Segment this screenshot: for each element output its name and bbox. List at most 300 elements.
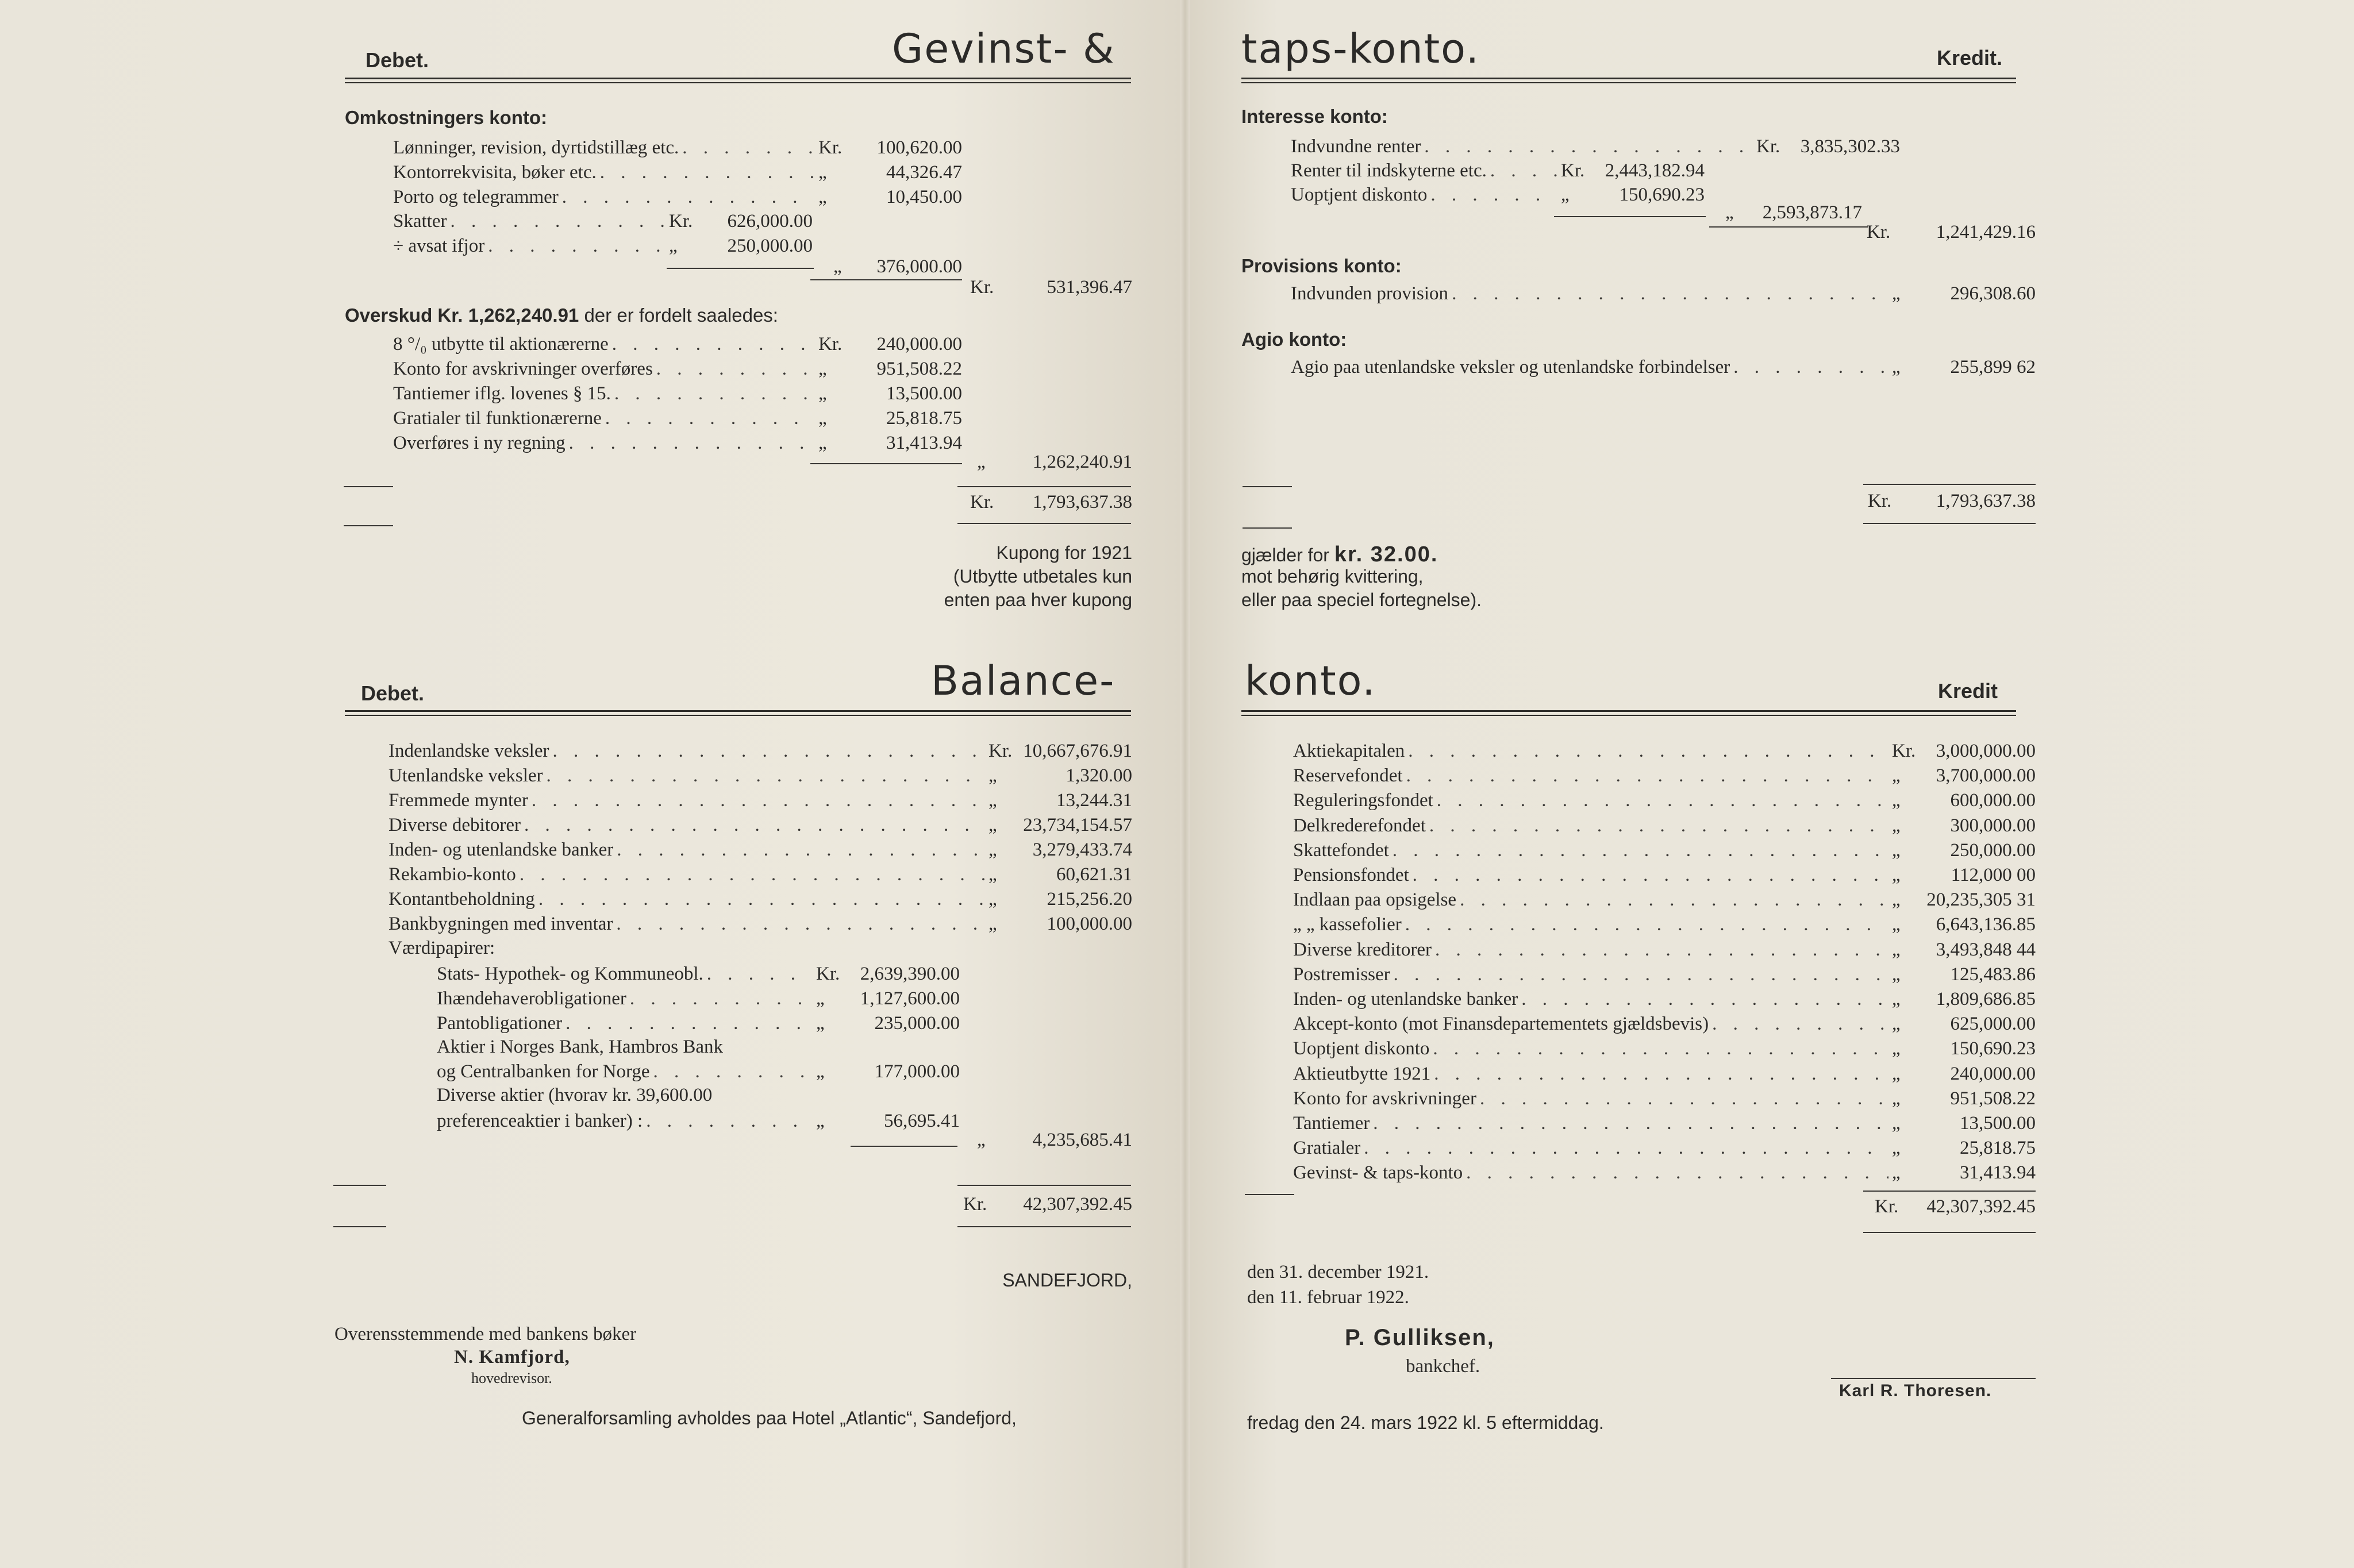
- aktiva-amount: 215,256.20: [1047, 889, 1132, 910]
- bal-right-total-rule-top: [1863, 1191, 2036, 1192]
- omkostning-amount: 100,620.00: [876, 137, 962, 158]
- vaerdi-total-currency: „: [977, 1130, 986, 1150]
- aktiva-label: Utenlandske veksler: [389, 765, 543, 786]
- fordeling-row: [393, 406, 962, 430]
- leader-dots: [617, 838, 985, 862]
- passiva-currency: „: [1892, 1038, 1901, 1060]
- omkostning-label: Lønninger, revision, dyrtidstillæg etc.: [393, 137, 679, 158]
- passiva-label: Gevinst- & taps-konto: [1293, 1162, 1463, 1184]
- passiva-currency: „: [1892, 1138, 1901, 1159]
- leader-dots: [1433, 1037, 1888, 1061]
- vaerdipapir-amount: 1,127,600.00: [860, 988, 960, 1009]
- fordeling-row: [393, 357, 962, 381]
- kvittering-line: mot behørig kvittering,: [1241, 566, 1424, 587]
- passiva-label: Aktiekapitalen: [1293, 741, 1405, 761]
- leader-dots: [630, 987, 813, 1011]
- passiva-row: [1293, 1087, 2036, 1111]
- passiva-amount: 951,508.22: [1950, 1088, 2036, 1109]
- aktiva-currency: „: [988, 839, 997, 860]
- vaerdipapirer-title: Værdipapirer:: [389, 938, 495, 958]
- omkostning-currency: „: [818, 162, 827, 183]
- vaerdi-total-amount: 4,235,685.41: [1032, 1130, 1132, 1150]
- kupong-line-3: enten paa hver kupong: [944, 590, 1132, 610]
- leader-dots: [612, 332, 815, 356]
- skatter-row: [393, 209, 813, 233]
- passiva-label: „ „ kassefolier: [1293, 914, 1402, 935]
- renter-label: Renter til indskyterne etc.: [1291, 160, 1487, 181]
- provisions-title: Provisions konto:: [1241, 255, 1402, 276]
- passiva-label: Reservefondet: [1293, 765, 1403, 787]
- hovedrevisor-text: hovedrevisor.: [471, 1370, 552, 1386]
- leader-dots: [1460, 888, 1888, 912]
- gjaelder-text: gjælder for: [1241, 545, 1334, 565]
- balance-header-rule: [345, 710, 1131, 716]
- fordeling-row: [393, 382, 962, 406]
- fordeling-currency: „: [818, 408, 827, 429]
- provision-amount: 296,308.60: [1950, 283, 2036, 304]
- leader-dots: [1521, 987, 1888, 1011]
- aktier-label: og Centralbanken for Norge: [437, 1061, 650, 1082]
- fordeling-row: [393, 431, 962, 455]
- aktiva-amount: 60,621.31: [1056, 864, 1132, 885]
- passiva-row: [1293, 987, 2036, 1011]
- passiva-label: Gratialer: [1293, 1138, 1361, 1159]
- right-total-rule-top: [1863, 484, 2036, 485]
- aktiva-label: Bankbygningen med inventar: [389, 914, 613, 934]
- aktiva-label: Kontantbeholdning: [389, 889, 535, 910]
- aktiva-amount: 1,320.00: [1066, 765, 1132, 786]
- renter-amount: 2,443,182.94: [1605, 160, 1705, 181]
- skatter-currency: Kr.: [669, 211, 693, 232]
- provision-label: Indvunden provision: [1291, 283, 1449, 304]
- fordeling-total-currency: „: [977, 452, 986, 472]
- passiva-row: [1293, 888, 2036, 912]
- aktiva-amount: 13,244.31: [1056, 790, 1132, 811]
- passiva-currency: „: [1892, 865, 1901, 885]
- omkostning-row: [393, 185, 962, 209]
- passiva-label: Pensionsfondet: [1293, 865, 1409, 885]
- date-line-1: den 31. december 1921.: [1247, 1262, 1429, 1282]
- leader-dots: [1393, 838, 1888, 862]
- taps-grand-amount: 1,793,637.38: [1936, 491, 2036, 511]
- balance-title: Balance-: [931, 657, 1116, 704]
- passiva-currency: „: [1892, 1014, 1901, 1035]
- passiva-currency: „: [1892, 1063, 1901, 1084]
- aktier-amount: 177,000.00: [874, 1061, 960, 1082]
- passiva-currency: „: [1892, 1088, 1901, 1109]
- leader-dots: [1405, 912, 1888, 937]
- leader-dots: [1373, 1111, 1888, 1135]
- thoresen-rule: [1831, 1378, 2036, 1379]
- leader-dots: [524, 813, 985, 837]
- avsat-row: [393, 234, 813, 258]
- leader-dots: [1480, 1087, 1888, 1111]
- aktiva-label: Indenlandske veksler: [389, 741, 549, 761]
- vaerdipapir-row: [437, 987, 960, 1011]
- leader-dots: [1406, 764, 1888, 788]
- aktiva-row: [389, 813, 1132, 837]
- passiva-currency: „: [1892, 1162, 1901, 1184]
- generalforsamling-text: Generalforsamling avholdes paa Hotel „Atlantic“, Sandefjord,: [522, 1408, 1017, 1428]
- gevinst-grand-amount: 1,793,637.38: [1032, 492, 1132, 513]
- passiva-label: Delkrederefondet: [1293, 815, 1426, 836]
- aktiva-currency: „: [988, 790, 997, 811]
- uoptjent-row: [1291, 183, 1705, 207]
- vaerdipapir-amount: 2,639,390.00: [860, 964, 960, 984]
- aktiva-row: [389, 862, 1132, 887]
- leader-dots: [1435, 938, 1888, 962]
- passiva-amount: 125,483.86: [1950, 964, 2036, 985]
- passiva-row: [1293, 1062, 2036, 1086]
- passiva-amount: 3,493,848 44: [1936, 939, 2036, 960]
- skat-net-currency: „: [833, 256, 842, 277]
- vaerdipapir-currency: Kr.: [816, 964, 840, 984]
- right-total-rule-bottom: [1863, 523, 2036, 524]
- overskud-amount-text: Overskud Kr. 1,262,240.91: [345, 305, 579, 326]
- fordeling-currency: „: [818, 433, 827, 453]
- aktiva-row: [389, 764, 1132, 788]
- aktiva-currency: Kr.: [988, 741, 1013, 761]
- passiva-amount: 600,000.00: [1950, 790, 2036, 811]
- fordeling-row: [393, 332, 962, 356]
- leader-dots: [1413, 863, 1888, 887]
- interesse-title: Interesse konto:: [1241, 106, 1388, 127]
- kupong-amount: kr. 32.00.: [1334, 542, 1438, 567]
- passiva-row: [1293, 1037, 2036, 1061]
- passiva-row: [1293, 863, 2036, 887]
- interesse-total-currency: Kr.: [1867, 222, 1891, 242]
- balance-kredit-grand-currency: Kr.: [1875, 1196, 1899, 1217]
- omkostning-amount: 10,450.00: [886, 187, 962, 207]
- debet-header: Debet.: [366, 48, 429, 72]
- leader-dots: [520, 862, 985, 887]
- fredag-text: fredag den 24. mars 1922 kl. 5 eftermiddag.: [1247, 1412, 1604, 1433]
- passiva-label: Diverse kreditorer: [1293, 939, 1432, 960]
- omkostning-label: Kontorrekvisita, bøker etc.: [393, 162, 597, 183]
- short-rule-right-2: [1243, 527, 1292, 529]
- omk-rule: [810, 279, 962, 280]
- balance-debet-grand-amount: 42,307,392.45: [1023, 1194, 1132, 1215]
- balance-header-rule-right: [1241, 710, 2016, 716]
- omk-total-currency: Kr.: [970, 277, 994, 298]
- passiva-row: [1293, 814, 2036, 838]
- bankchef-text: bankchef.: [1406, 1356, 1480, 1377]
- indvundne-amount: 3,835,302.33: [1800, 136, 1900, 157]
- leader-dots: [1429, 814, 1888, 838]
- passiva-label: Aktieutbytte 1921: [1293, 1063, 1431, 1084]
- leader-dots: [553, 739, 986, 763]
- passiva-row: [1293, 962, 2036, 987]
- balance-kredit-grand-amount: 42,307,392.45: [1926, 1196, 2036, 1217]
- kupong-line-1: Kupong for 1921: [996, 542, 1132, 563]
- overensstemmende-text: Overensstemmende med bankens bøker: [334, 1324, 637, 1344]
- avsat-amount: 250,000.00: [727, 236, 813, 256]
- balance-kredit-header: Kredit: [1938, 679, 1998, 703]
- interesse-rule: [1709, 226, 1868, 228]
- passiva-label: Akcept-konto (mot Finansdepartementets gjældsbevis): [1293, 1014, 1709, 1035]
- omkostning-row: [393, 136, 962, 160]
- leader-dots: [569, 431, 815, 455]
- passiva-currency: „: [1892, 964, 1901, 985]
- aktiva-currency: „: [988, 765, 997, 786]
- passiva-row: [1293, 1136, 2036, 1160]
- preference-amount: 56,695.41: [884, 1111, 960, 1131]
- gulliksen-signature: P. Gulliksen,: [1345, 1325, 1495, 1350]
- aktiva-currency: „: [988, 864, 997, 885]
- agio-currency: „: [1892, 357, 1901, 377]
- total-rule-top: [957, 486, 1131, 487]
- renter-sum-currency: „: [1725, 202, 1734, 223]
- leader-dots: [566, 1011, 813, 1035]
- skatter-amount: 626,000.00: [727, 211, 813, 232]
- passiva-amount: 240,000.00: [1950, 1063, 2036, 1084]
- leader-dots: [1712, 1012, 1888, 1036]
- passiva-currency: „: [1892, 1113, 1901, 1134]
- passiva-row: [1293, 788, 2036, 812]
- leader-dots: [605, 406, 815, 430]
- skatter-label: Skatter: [393, 211, 447, 232]
- uoptjent-label: Uoptjent diskonto: [1291, 184, 1428, 205]
- fordeling-currency: „: [818, 359, 827, 379]
- indvundne-label: Indvundne renter: [1291, 136, 1421, 157]
- agio-amount: 255,899 62: [1950, 357, 2036, 377]
- passiva-row: [1293, 838, 2036, 862]
- leader-dots: [547, 764, 986, 788]
- indvundne-currency: Kr.: [1756, 136, 1780, 157]
- passiva-amount: 25,818.75: [1960, 1138, 2036, 1159]
- passiva-amount: 6,643,136.85: [1936, 914, 2036, 935]
- passiva-amount: 20,235,305 31: [1926, 889, 2036, 911]
- kupong-line-2: (Utbytte utbetales kun: [953, 566, 1132, 587]
- kamfjord-signature: N. Kamfjord,: [454, 1347, 570, 1367]
- aktier-row: [437, 1060, 960, 1084]
- passiva-amount: 3,000,000.00: [1936, 741, 2036, 761]
- fordeling-amount: 25,818.75: [886, 408, 962, 429]
- passiva-currency: „: [1892, 839, 1901, 861]
- omkostning-row: [393, 160, 962, 184]
- avsat-label: ÷ avsat ifjor: [393, 236, 485, 256]
- overskud-title: [345, 305, 778, 326]
- passiva-label: Postremisser: [1293, 964, 1390, 985]
- interesse-total-amount: 1,241,429.16: [1936, 222, 2036, 242]
- agio-row: [1291, 355, 2036, 379]
- aktiva-currency: „: [988, 815, 997, 835]
- passiva-label: Konto for avskrivninger: [1293, 1088, 1476, 1109]
- passiva-row: [1293, 1161, 2036, 1185]
- passiva-amount: 150,690.23: [1950, 1038, 2036, 1060]
- uoptjent-amount: 150,690.23: [1619, 184, 1705, 205]
- passiva-amount: 250,000.00: [1950, 839, 2036, 861]
- passiva-currency: Kr.: [1892, 741, 1916, 761]
- preference-row: [437, 1109, 960, 1133]
- leader-dots: [656, 357, 815, 381]
- indvundne-row: [1291, 134, 1900, 159]
- fortegnelse-line: eller paa speciel fortegnelse).: [1241, 590, 1482, 610]
- passiva-amount: 112,000 00: [1951, 865, 2036, 885]
- omkostning-amount: 44,326.47: [886, 162, 962, 183]
- skatter-rule: [667, 268, 814, 269]
- bal-short-rule-2: [333, 1226, 386, 1227]
- passiva-row: [1293, 938, 2036, 962]
- passiva-label: Inden- og utenlandske banker: [1293, 989, 1518, 1010]
- passiva-currency: „: [1892, 765, 1901, 787]
- aktiva-label: Inden- og utenlandske banker: [389, 839, 614, 860]
- leader-dots: [1364, 1136, 1888, 1160]
- leader-dots: [532, 788, 985, 812]
- aktiva-row: [389, 739, 1132, 763]
- fordeling-currency: „: [818, 383, 827, 404]
- thoresen-signature: Karl R. Thoresen.: [1839, 1381, 1992, 1400]
- passiva-currency: „: [1892, 914, 1901, 935]
- renter-currency: Kr.: [1561, 160, 1585, 181]
- omk-total-amount: 531,396.47: [1047, 277, 1132, 298]
- preference-label: preferenceaktier i banker) :: [437, 1111, 643, 1131]
- taps-konto-title: taps-konto.: [1241, 25, 1480, 72]
- kredit-header: Kredit.: [1937, 46, 2003, 70]
- leader-dots: [1466, 1161, 1888, 1185]
- fordeling-label: Tantiemer iflg. lovenes § 15.: [393, 383, 611, 404]
- bal-right-total-rule-bottom: [1863, 1232, 2036, 1233]
- gevinst-title: Gevinst- &: [892, 25, 1116, 72]
- date-line-2: den 11. februar 1922.: [1247, 1287, 1409, 1308]
- fordeling-label: Gratialer til funktionærerne: [393, 408, 602, 429]
- fordeling-label: 8 °/₀ utbytte til aktionærerne: [393, 334, 609, 355]
- passiva-amount: 13,500.00: [1960, 1113, 2036, 1134]
- leader-dots: [539, 887, 985, 911]
- omkostning-label: Porto og telegrammer: [393, 187, 559, 207]
- aktiva-row: [389, 788, 1132, 812]
- passiva-amount: 1,809,686.85: [1936, 989, 2036, 1010]
- book-gutter: [1180, 0, 1190, 1568]
- leader-dots: [1394, 962, 1888, 987]
- omkostning-currency: Kr.: [818, 137, 843, 158]
- konto-title: konto.: [1245, 657, 1376, 704]
- short-rule-right: [1243, 486, 1292, 487]
- passiva-label: Skattefondet: [1293, 839, 1389, 861]
- passiva-row: [1293, 739, 2036, 763]
- fordeling-label: Konto for avskrivninger overføres: [393, 359, 653, 379]
- aktiva-amount: 100,000.00: [1047, 914, 1132, 934]
- passiva-label: Uoptjent diskonto: [1293, 1038, 1430, 1060]
- aktiva-currency: „: [988, 889, 997, 910]
- bal-total-rule-bottom: [957, 1226, 1131, 1227]
- overskud-desc-text: der er fordelt saaledes:: [579, 305, 778, 326]
- aktiva-amount: 23,734,154.57: [1023, 815, 1132, 835]
- vaerdipapir-label: Pantobligationer: [437, 1013, 563, 1034]
- total-rule-bottom: [957, 523, 1131, 524]
- provision-currency: „: [1892, 283, 1901, 304]
- balance-debet-header: Debet.: [361, 681, 425, 705]
- passiva-currency: „: [1892, 989, 1901, 1010]
- preference-currency: „: [816, 1111, 825, 1131]
- vaerdipapir-label: Stats- Hypothek- og Kommuneobl.: [437, 964, 703, 984]
- aktiva-currency: „: [988, 914, 997, 934]
- balance-debet-grand-currency: Kr.: [963, 1194, 987, 1215]
- passiva-amount: 31,413.94: [1960, 1162, 2036, 1184]
- header-rule: [345, 78, 1131, 83]
- aktiva-amount: 10,667,676.91: [1023, 741, 1132, 761]
- aktiva-row: [389, 912, 1132, 936]
- passiva-currency: „: [1892, 889, 1901, 911]
- vaerdipapir-row: [437, 962, 960, 986]
- passiva-currency: „: [1892, 939, 1901, 960]
- aktiva-row: [389, 838, 1132, 862]
- bal-total-rule-top: [957, 1185, 1131, 1186]
- short-rule: [344, 486, 393, 487]
- aktiva-row: [389, 887, 1132, 911]
- passiva-amount: 625,000.00: [1950, 1014, 2036, 1035]
- gjaelder-line: [1241, 542, 1438, 567]
- leader-dots: [614, 382, 815, 406]
- aktier-currency: „: [816, 1061, 825, 1082]
- aktiva-label: Rekambio-konto: [389, 864, 516, 885]
- passiva-amount: 300,000.00: [1950, 815, 2036, 836]
- omkostninger-title: Omkostningers konto:: [345, 107, 548, 128]
- leader-dots: [600, 160, 815, 184]
- leader-dots: [707, 962, 813, 986]
- bal-right-short-rule: [1245, 1194, 1294, 1195]
- avsat-currency: „: [669, 236, 678, 256]
- leader-dots: [562, 185, 815, 209]
- fordeling-rule: [810, 463, 962, 464]
- aktiva-amount: 3,279,433.74: [1032, 839, 1132, 860]
- passiva-row: [1293, 1111, 2036, 1135]
- skat-net-amount: 376,000.00: [876, 256, 962, 277]
- bal-short-rule: [333, 1185, 386, 1186]
- sandefjord-text: SANDEFJORD,: [1002, 1270, 1132, 1290]
- passiva-label: Reguleringsfondet: [1293, 790, 1433, 811]
- leader-dots: [616, 912, 985, 936]
- vaerdipapir-currency: „: [816, 988, 825, 1009]
- passiva-row: [1293, 1012, 2036, 1036]
- omkostning-currency: „: [818, 187, 827, 207]
- passiva-currency: „: [1892, 790, 1901, 811]
- vaerdipapir-row: [437, 1011, 960, 1035]
- passiva-row: [1293, 764, 2036, 788]
- fordeling-total-amount: 1,262,240.91: [1032, 452, 1132, 472]
- short-rule-2: [344, 525, 393, 526]
- passiva-row: [1293, 912, 2036, 937]
- taps-grand-currency: Kr.: [1868, 491, 1892, 511]
- leader-dots: [1408, 739, 1888, 763]
- gevinst-grand-currency: Kr.: [970, 492, 994, 513]
- vaerdi-rule: [851, 1146, 957, 1147]
- leader-dots: [1437, 788, 1888, 812]
- renter-sum-amount: 2,593,873.17: [1762, 202, 1862, 223]
- passiva-label: Indlaan paa opsigelse: [1293, 889, 1457, 911]
- passiva-amount: 3,700,000.00: [1936, 765, 2036, 787]
- passiva-label: Tantiemer: [1293, 1113, 1370, 1134]
- fordeling-amount: 31,413.94: [886, 433, 962, 453]
- agio-label: Agio paa utenlandske veksler og utenlandske forbindelser: [1291, 357, 1730, 377]
- fordeling-label: Overføres i ny regning: [393, 433, 566, 453]
- fordeling-currency: Kr.: [818, 334, 843, 355]
- renter-rule: [1554, 216, 1706, 217]
- fordeling-amount: 951,508.22: [876, 359, 962, 379]
- renter-row: [1291, 159, 1705, 183]
- aktiva-label: Fremmede mynter: [389, 790, 528, 811]
- diverse-aktier-line: Diverse aktier (hvorav kr. 39,600.00: [437, 1085, 713, 1105]
- leader-dots: [682, 136, 815, 160]
- vaerdipapir-currency: „: [816, 1013, 825, 1034]
- fordeling-amount: 13,500.00: [886, 383, 962, 404]
- header-rule-right: [1241, 78, 2016, 83]
- uoptjent-currency: „: [1561, 184, 1570, 205]
- fordeling-amount: 240,000.00: [876, 334, 962, 355]
- provision-row: [1291, 282, 2036, 306]
- leader-dots: [1434, 1062, 1888, 1086]
- passiva-currency: „: [1892, 815, 1901, 836]
